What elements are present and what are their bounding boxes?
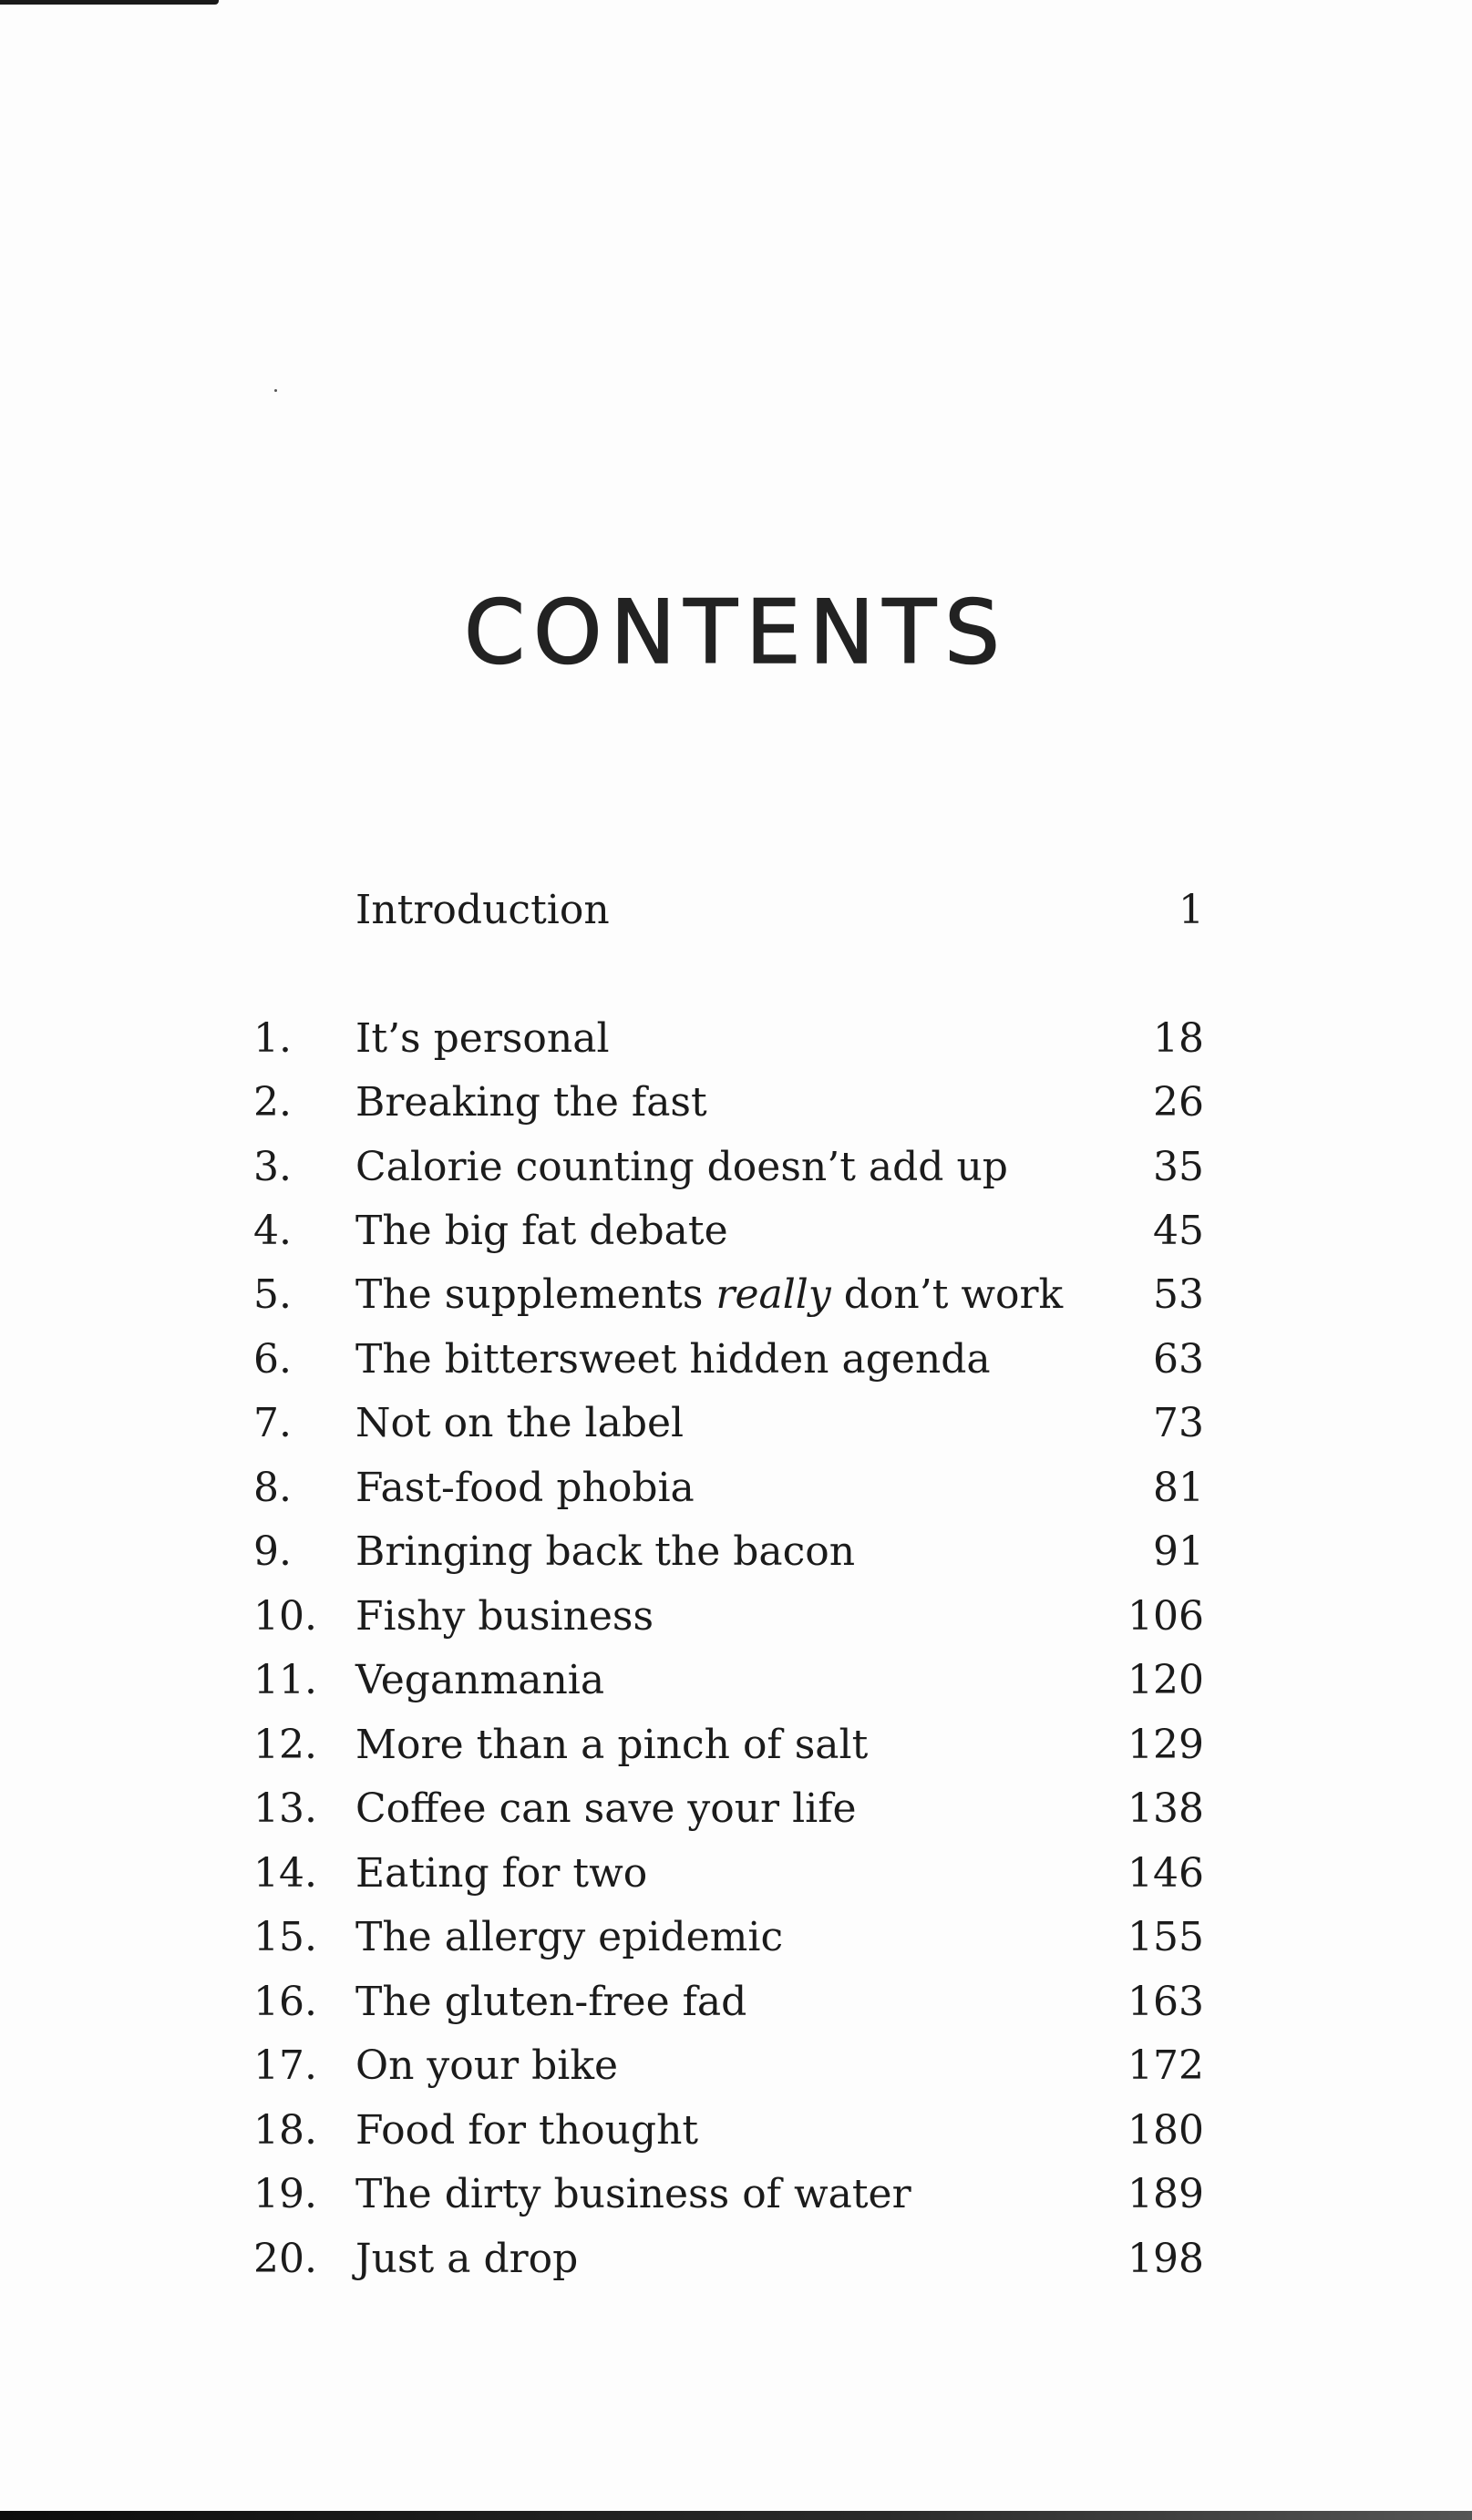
toc-entry-page: 155 <box>1127 1914 1204 1960</box>
toc-entry-number: 10. <box>253 1593 317 1640</box>
toc-entry-title: Not on the label <box>355 1400 685 1446</box>
toc-entry-title: Just a drop <box>355 2236 579 2282</box>
toc-entry-title: Veganmania <box>355 1657 605 1703</box>
toc-entry-title: The gluten-free fad <box>355 1979 747 2025</box>
toc-entry-page: 26 <box>1153 1079 1204 1126</box>
toc-entry <box>0 1199 1472 1263</box>
toc-entry-number: 16. <box>253 1979 317 2025</box>
toc-entry-title: Coffee can save your life <box>355 1785 857 1832</box>
toc-entry <box>0 1071 1472 1135</box>
toc-entry-page: 163 <box>1127 1979 1204 2025</box>
toc-entry-number: 8. <box>253 1465 292 1511</box>
toc-entry-number: 17. <box>253 2042 317 2089</box>
toc-entry-page: 53 <box>1153 1271 1204 1318</box>
toc-entry-number: 15. <box>253 1914 317 1960</box>
toc-entry-page: 106 <box>1127 1593 1204 1640</box>
toc-entry-title: It’s personal <box>355 1015 610 1062</box>
scan-speck <box>274 389 277 392</box>
toc-entry-page: 180 <box>1127 2107 1204 2154</box>
toc-entry <box>0 1906 1472 1970</box>
toc-entry-page: 198 <box>1127 2236 1204 2282</box>
toc-title-emphasis: really <box>715 1271 831 1318</box>
toc-entry-title: The allergy epidemic <box>355 1914 784 1960</box>
toc-entry <box>0 2227 1472 2291</box>
toc-entry <box>0 1777 1472 1841</box>
toc-entry <box>0 1456 1472 1520</box>
toc-entry-number: 20. <box>253 2236 317 2282</box>
page-title: CONTENTS <box>463 581 1009 684</box>
toc-entry-number: 9. <box>253 1528 292 1575</box>
toc-entry-page: 73 <box>1153 1400 1204 1446</box>
toc-title-part: don’t work <box>830 1271 1064 1318</box>
toc-entry-number: 4. <box>253 1208 292 1254</box>
toc-entry-page: 81 <box>1153 1465 1204 1511</box>
toc-entry-page: 129 <box>1127 1722 1204 1768</box>
toc-entry <box>0 2163 1472 2227</box>
toc-entry-title: Food for thought <box>355 2107 699 2154</box>
toc-entry-number: 2. <box>253 1079 292 1126</box>
toc-entry-number: 6. <box>253 1336 292 1383</box>
toc-entry-title: The big fat debate <box>355 1208 728 1254</box>
toc-entry-number: 3. <box>253 1144 292 1190</box>
toc-entry-number: 13. <box>253 1785 317 1832</box>
toc-title-part: The supplements <box>355 1271 716 1318</box>
toc-entry-title: Introduction <box>355 887 610 933</box>
toc-entry-page: 35 <box>1153 1144 1204 1190</box>
toc-entry <box>0 1713 1472 1777</box>
toc-entry-title: On your bike <box>355 2042 619 2089</box>
toc-entry-title: Fishy business <box>355 1593 654 1640</box>
toc-entry-page: 138 <box>1127 1785 1204 1832</box>
toc-entry-page: 1 <box>1179 887 1204 933</box>
toc-entry <box>0 1136 1472 1199</box>
toc-entry-title: Bringing back the bacon <box>355 1528 856 1575</box>
toc-entry <box>0 1392 1472 1455</box>
toc-entry <box>0 1842 1472 1906</box>
toc-entry-number: 7. <box>253 1400 292 1446</box>
toc-entry-title: The bittersweet hidden agenda <box>355 1336 991 1383</box>
toc-entry-page: 172 <box>1127 2042 1204 2089</box>
toc-entry-title: Eating for two <box>355 1850 648 1897</box>
toc-entry-page: 45 <box>1153 1208 1204 1254</box>
toc-entry-title: More than a pinch of salt <box>355 1722 869 1768</box>
toc-entry-page: 120 <box>1127 1657 1204 1703</box>
toc-entry-number: 11. <box>253 1657 317 1703</box>
toc-entry-page: 18 <box>1153 1015 1204 1062</box>
toc-entry-number: 1. <box>253 1015 292 1062</box>
toc-entry <box>0 1585 1472 1649</box>
toc-entry-number: 18. <box>253 2107 317 2154</box>
toc-entry-title: Calorie counting doesn’t add up <box>355 1144 1008 1190</box>
toc-entry-introduction <box>0 879 1472 942</box>
toc-entry <box>0 2099 1472 2163</box>
scan-edge-top <box>0 0 219 5</box>
toc-entry-title: Fast-food phobia <box>355 1465 695 1511</box>
toc-entry-number: 5. <box>253 1271 292 1318</box>
toc-entry-number: 19. <box>253 2171 317 2217</box>
scan-edge-bottom <box>0 2511 1472 2520</box>
toc-entry <box>0 1649 1472 1713</box>
toc-entry-page: 63 <box>1153 1336 1204 1383</box>
toc-entry-title <box>355 1263 1063 1327</box>
toc-entry <box>0 1007 1472 1071</box>
toc-entry <box>0 1520 1472 1584</box>
toc-entry-page: 91 <box>1153 1528 1204 1575</box>
toc-entry <box>0 1263 1472 1327</box>
toc-entry-number: 12. <box>253 1722 317 1768</box>
toc-entry-title: The dirty business of water <box>355 2171 911 2217</box>
toc-entry-page: 189 <box>1127 2171 1204 2217</box>
toc-entry-title: Breaking the fast <box>355 1079 707 1126</box>
toc-entry <box>0 1970 1472 2034</box>
toc-entry <box>0 2034 1472 2098</box>
toc-entry <box>0 1328 1472 1392</box>
toc-entry-page: 146 <box>1127 1850 1204 1897</box>
toc-entry-number: 14. <box>253 1850 317 1897</box>
